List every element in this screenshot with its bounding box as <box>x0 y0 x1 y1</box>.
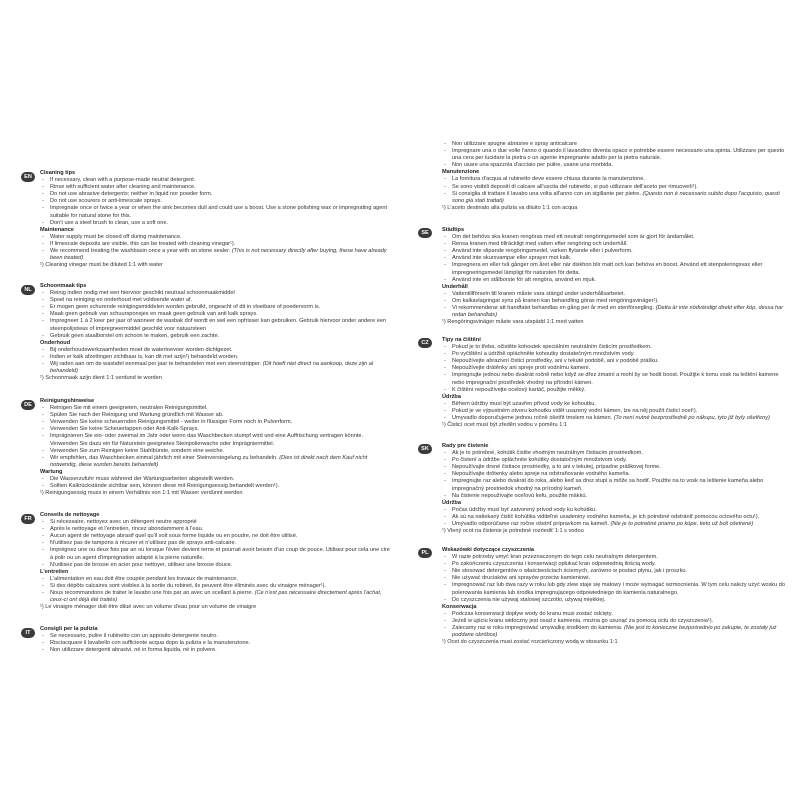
item-text: Er mogen geen schurende reinigingsmiddelen worden gebruikt, ongeacht of dit in vloeibare of poedervorm is. <box>50 304 321 311</box>
bullet-list <box>442 554 787 604</box>
list-item <box>40 177 390 184</box>
list-item <box>40 405 390 412</box>
item-text: Umývadlo odporúčame raz ročne ošetriť prípravkom na kameň. <box>452 521 609 528</box>
item-text: Imprégnez une ou deux fois par an ou lorsque l'évier devient terne et pourrait avoir besoin d'un coup de pouce. Utilisez pour cela une cire à polir ou un agent d'imprégnation adapté à la pierre naturelle. <box>50 547 390 561</box>
item-text: Do not use scourers or anti-limescale sprays. <box>50 198 162 205</box>
list-item <box>442 464 787 471</box>
list-item <box>40 191 390 198</box>
item-text: Impregneer 1 à 2 keer per jaar of wanneer de wasbak dof wordt en wel een opfrisser kan gebruiken. Gebruik hiervoor onder andere een steenpolijstwas of impregneermiddel geschikt voor natuursteen <box>50 318 387 332</box>
item-text: Verwenden Sie zum Reinigen keine Stahlbürste, sondern eine weiche. <box>50 447 225 454</box>
list-item <box>40 519 390 526</box>
item-text: Aucun agent de nettoyage abrasif quel qu'il soit sous forme liquide ou en poudre, ne doit être utilisé. <box>50 533 298 540</box>
item-text: Se sono visibili depositi di calcare all'uscita del rubinetto, si può utilizzare dell'aceto per rimuoverli¹). <box>452 183 698 190</box>
item-text: Wir empfehlen, das Waschbecken einmal jährlich mit einer Steinversiegelung zu behandeln. <box>50 454 278 461</box>
item-text: Rinse with sufficient water after cleaning and maintenance. <box>50 184 196 191</box>
section-body <box>442 337 787 429</box>
item-text: Do czyszczenia nie używaj stalowej szczotki, używaj miękkiej. <box>452 596 606 603</box>
list-item <box>442 521 787 528</box>
item-note: (To není nutné bezprostředně po nákupu, tyto již byly ošetřeny) <box>613 415 770 422</box>
list-item <box>442 291 787 298</box>
bullet-list <box>40 476 390 490</box>
bullet-list <box>442 141 787 169</box>
list-item <box>40 540 390 547</box>
item-text: If necessary, clean with a purpose-made neutral detergent. <box>50 177 196 184</box>
item-text: Die Wasserzufuhr muss während der Wartungsarbeiten abgestellt werden. <box>50 476 235 483</box>
maintenance-heading: Maintenance <box>40 226 74 233</box>
list-item <box>40 455 390 469</box>
list-item <box>442 277 787 284</box>
list-item <box>40 412 390 419</box>
bullet-list <box>442 450 787 500</box>
list-item <box>40 234 390 241</box>
item-text: Reinig indien nodig met een hiervoor geschikt neutraal schoonmaakmiddel <box>50 290 235 297</box>
list-item <box>40 354 390 361</box>
list-item <box>40 297 390 304</box>
item-text: Imprägnieren Sie ein- oder zweimal im Jahr oder wenn das Waschbecken stumpf wird und eine Auffrischung vertragen könnte. Verwenden Sie dazu ein für Naturstein geeignetes Steinpolierwachs oder Imprägniermittel. <box>50 433 364 447</box>
item-text: Om kalkavlagringar syns på kranen kan behandling göras med rengöringsvinäger¹). <box>452 297 659 304</box>
bullet-list <box>442 344 787 394</box>
footnote: ¹) L'aceto destinato alla pulizia va diluito 1:1 con acqua <box>442 204 578 211</box>
item-note: (Dies ist direkt nach dem Kauf nicht notwendig, diese wurden bereits behandelt) <box>50 454 368 468</box>
list-item <box>442 148 787 162</box>
item-text: Nepoužívejte abrazivní čisticí prostředky, ani v tekuté podobě, ani v podobě prášku. <box>452 358 659 365</box>
bullet-list <box>40 234 390 262</box>
list-item <box>40 590 390 604</box>
bullet-list <box>40 177 390 227</box>
item-note: (Detta är inte nödvändigt direkt efter köp, dessa har redan behandlats) <box>452 305 784 319</box>
list-item <box>442 262 787 276</box>
bullet-list <box>442 401 787 422</box>
item-note: (Questo non è necessario subito dopo l'acquisto, questi sono già stati trattati) <box>452 190 780 204</box>
footnote: ¹) Cleaning vinegar must be diluted 1:1 with water <box>40 262 163 269</box>
list-item <box>40 248 390 262</box>
section-body <box>40 512 390 611</box>
bullet-list <box>40 633 390 654</box>
list-item <box>40 426 390 433</box>
bullet-list <box>442 176 787 204</box>
item-text: Om det behövs ska kranen rengöras med ett neutralt rengöringsmedel som är gjort för ändamålet. <box>452 234 695 241</box>
section-body <box>442 141 787 212</box>
list-item <box>442 184 787 191</box>
list-item <box>442 401 787 408</box>
item-note: (This is not necessary directly after buying, these have already been treated) <box>50 248 387 262</box>
item-text: Po zakończeniu czyszczenia i konserwacji opłukać kran odpowiednią ilością wody. <box>452 561 656 568</box>
footnote: ¹) Rengöringsvinäger måste vara utspädd 1:1 med vatten <box>442 319 584 326</box>
maintenance-heading: Údržba <box>442 499 461 506</box>
item-text: Spülen Sie nach der Reinigung und Wartung gründlich mit Wasser ab. <box>50 412 224 419</box>
item-text: Après le nettoyage et l'entretien, rincez abondamment à l'eau. <box>50 526 204 533</box>
item-note: (Nie je to potrebné priamo po kúpe, tieto už boli ošetrené) <box>610 521 754 528</box>
item-text: Během údržby musí být uzavřen přívod vody ke kohoutku. <box>452 400 596 407</box>
bullet-list <box>40 576 390 604</box>
language-badge: EN <box>21 172 35 182</box>
item-text: La fornitura d'acqua al rubinetto deve essere chiusa durante la manutenzione. <box>452 176 645 183</box>
language-badge: PL <box>418 548 432 558</box>
item-text: If limescale deposits are visible, this can be treated with cleaning vinegar¹). <box>50 240 236 247</box>
bullet-list <box>442 507 787 528</box>
language-badge: CZ <box>418 338 432 348</box>
list-item <box>442 450 787 457</box>
item-note: (Nie jest to konieczne bezpośrednio po zakupie, te zostały już poddane obróbce) <box>452 625 777 639</box>
item-text: K čištění nepoužívejte ocelový kartáč, použijte měkký. <box>452 386 586 393</box>
item-text: Na čistenie nepoužívajte oceľovú kefu, použite mäkkú. <box>452 492 588 499</box>
item-text: Impregnujte raz alebo dvakrát do roka, alebo keď sa drez stupí a môže sa hodiť. Použite na to vosk na leštenie kameňa alebo impregnačný prostriedok vhodný na prírodný kameň. <box>452 478 764 492</box>
list-item <box>40 347 390 354</box>
section-body <box>442 227 787 326</box>
list-item <box>40 526 390 533</box>
list-item <box>40 547 390 561</box>
list-item <box>442 493 787 500</box>
list-item <box>442 415 787 422</box>
item-text: Se necessario, pulire il rubinetto con un apposito detergente neutro. <box>50 633 218 640</box>
item-text: Po vyčištění a údržbě opláchněte kohoutky dostatečným množstvím vody. <box>452 351 635 358</box>
list-item <box>442 575 787 582</box>
bullet-list <box>442 234 787 284</box>
item-text: Gebruik geen staalborstel om schoon te maken, gebruik een zachte. <box>50 332 220 339</box>
section-title: Tipy na čištění <box>442 337 481 343</box>
item-text: Maak geen gebruik van schuursponsjes en maak geen gebruik van anti kalk sprays. <box>50 311 258 318</box>
list-item <box>40 583 390 590</box>
item-text: Reinigen Sie mit einem geeigneten, neutralen Reinigungsmittel. <box>50 405 208 412</box>
section-title: Reinigungshinweise <box>40 398 95 404</box>
list-item <box>442 387 787 394</box>
item-text: Po čistení a údržbe opláchnite kohútiky dostatočným množstvom vody. <box>452 457 627 464</box>
footnote: ¹) Reinigungsessig muss in einem Verhältnis von 1:1 mit Wasser verdünnt werden <box>40 490 243 497</box>
footnote: ¹) Čisticí ocet musí být zředěn vodou v poměru 1:1 <box>442 422 567 429</box>
item-note: (Ce n'est pas nécessaire directement après l'achat, ceux-ci ont déjà été traités) <box>50 590 382 604</box>
item-text: Indien er kalk afzettingen zichtbaar is, kan dit met azijn¹) behandeld worden. <box>50 353 239 360</box>
section-body <box>40 398 390 497</box>
section-body <box>442 443 787 535</box>
item-text: Nepoužívajte drôtenky alebo spreje na odstraňovanie vodného kameňa. <box>452 471 631 478</box>
list-item <box>40 433 390 447</box>
item-text: Do not use abrasive detergents; neither in liquid nor powder form. <box>50 191 213 198</box>
list-item <box>442 176 787 183</box>
list-item <box>442 248 787 255</box>
section-body <box>40 170 390 269</box>
list-item <box>442 507 787 514</box>
list-item <box>442 561 787 568</box>
list-item <box>442 191 787 205</box>
item-note: (Dit hoeft niet direct na aankoop, deze zijn al behandeld) <box>50 361 374 375</box>
item-text: Använd inte slipande rengöringsmedel, varken flytande eller i pulverform. <box>452 248 633 255</box>
bullet-list <box>40 290 390 340</box>
list-item <box>40 448 390 455</box>
item-text: Spoel na reiniging en onderhoud met voldoende water af. <box>50 297 193 304</box>
section-title: Cleaning tips <box>40 170 76 176</box>
list-item <box>442 358 787 365</box>
item-text: Pokud je ve výpustném otvoru kohoutku vidět usazený vodní kámen, lze na něj použít čisticí ocet¹). <box>452 407 698 414</box>
section-title: Schoonmaak tips <box>40 283 87 289</box>
list-item <box>40 533 390 540</box>
maintenance-heading: Manutenzione <box>442 169 480 176</box>
bullet-list <box>442 611 787 639</box>
item-text: Umyvadlo doporučujeme jednou ročně ošetřit tmelem na kámen. <box>452 415 613 422</box>
item-text: Risciacquare il lavabello con sufficiente acqua dopo la pulizia e la manutenzione. <box>50 640 251 647</box>
item-text: Impregnujte jednou nebo dvakrát ročně nebo když se dřez zmatní a mohl by se hodit boost. Použijte k tomu vosk na leštění kamene nebo impregnační prostředek vhodný na přírodní kámen. <box>452 372 779 386</box>
bullet-list <box>442 291 787 319</box>
list-item <box>442 597 787 604</box>
item-text: Verwenden Sie keine scheuernden Reinigungsmittel - weder in flüssiger Form noch in Pulverform. <box>50 419 293 426</box>
item-text: We recommend treating the washbasin once a year with an stone sealer. <box>50 248 231 255</box>
item-text: Rensa kranen med tillräckligt med vatten efter rengöring och underhåll. <box>452 241 628 248</box>
list-item <box>442 514 787 521</box>
item-text: Impregnate once or twice a year or when the sink becomes dull and could use a boost. Use a stone polishing wax or impregnating agent suitable for natural stone for this. <box>50 205 388 219</box>
maintenance-heading: Konserwacja <box>442 603 477 610</box>
item-text: Počas údržby musí byť zatvorený prívod vody ku kohútiku. <box>452 506 597 513</box>
list-item <box>442 408 787 415</box>
list-item <box>442 625 787 639</box>
language-badge: DE <box>21 400 35 410</box>
maintenance-heading: Údržba <box>442 393 461 400</box>
footnote: ¹) Vlený ocot na čistenie je potrebné rozriediť 1:1 s vodou <box>442 528 584 535</box>
section-body <box>442 547 787 646</box>
item-text: Nie stosować detergentów o właściwościach ściernych, zarówno w postaci płynu, jak i proszku. <box>452 568 688 575</box>
item-text: Nepoužívejte drátěnky ani spreje proti vodnímu kameni. <box>452 365 591 372</box>
language-badge: NL <box>21 285 35 295</box>
list-item <box>442 554 787 561</box>
bullet-list <box>40 347 390 375</box>
list-item <box>442 618 787 625</box>
list-item <box>442 611 787 618</box>
maintenance-heading: Wartung <box>40 468 63 475</box>
footnote: ¹) Le vinaigre ménager doit être dilué avec un volume d'eau pour un volume de vinaigre <box>40 604 257 611</box>
item-text: Non usare una spazzola d'acciaio per pulire, usane una morbida. <box>452 162 613 169</box>
item-text: Bij onderhoudswerkzaamheden moet de watertoevoer worden dichtgezet. <box>50 346 233 353</box>
list-item <box>40 304 390 311</box>
item-text: Podczas konserwacji dopływ wody do kranu musi zostać odcięty. <box>452 610 613 617</box>
list-item <box>442 162 787 169</box>
item-text: Sollten Kalkrückstände sichtbar sein, können diese mit Reinigungsessig behandelt werden¹). <box>50 483 280 490</box>
maintenance-heading: L'entretien <box>40 568 69 575</box>
list-item <box>40 205 390 219</box>
item-text: Impregnera en eller två gånger om året eller när diskhon blir matt och kan behöva en boost. Använd ett stenpoleringsvax eller impregneringsmedel lämpligt för natursten för detta. <box>452 262 763 276</box>
list-item <box>442 365 787 372</box>
language-badge: IT <box>21 628 35 638</box>
section-title: Conseils de nettoyage <box>40 512 100 518</box>
item-text: Pokud je to třeba, očistěte kohoutek speciálním neutrálním čisticím prostředkem. <box>452 344 652 351</box>
item-text: Impregnować raz lub dwa razy w roku lub gdy zlew staje się matowy i może wymagać wzmocnienia. W tym celu należy użyć wosku do polerowania kamienia lub środka impregnującego odpowiedniego do kamienia naturalnego. <box>452 582 785 596</box>
list-item <box>442 478 787 492</box>
list-item <box>40 318 390 332</box>
section-title: Rady pre čistenie <box>442 443 489 449</box>
item-text: Ak sú na natiekaný čistič kohútika viditeľné usadeniny vodného kameňa, je ich potrebné odstrániť pomocou octového octu¹). <box>452 513 760 520</box>
list-item <box>40 333 390 340</box>
item-text: Non utilizzare spugne abrasive e spray anticalcare <box>452 141 577 147</box>
list-item <box>442 457 787 464</box>
item-text: Nepoužívajte drsné čistiace prostriedky, a to ani v tekutej, prípadne práškovej forme. <box>452 464 661 471</box>
section-title: Städtips <box>442 227 465 233</box>
list-item <box>40 476 390 483</box>
item-text: Si nécessaire, nettoyez avec un détergent neutre approprié <box>50 519 197 526</box>
list-item <box>40 640 390 647</box>
language-badge: SE <box>418 228 432 238</box>
section-title: Consigli per la pulizia <box>40 626 98 632</box>
bullet-list <box>40 405 390 469</box>
list-item <box>40 483 390 490</box>
item-text: Vattentillförseln till kranen måste vara stängd under underhållsarbetet. <box>452 290 626 297</box>
item-text: L'alimentation en eau doit être coupée pendant les travaux de maintenance. <box>50 575 238 582</box>
list-item <box>40 311 390 318</box>
list-item <box>442 582 787 596</box>
item-text: Si des dépôts calcaires sont visibles à la sortie du robinet, ils peuvent être éliminés avec du vinaigre ménager¹). <box>50 582 327 589</box>
item-text: Water supply must be closed off during maintenance. <box>50 233 182 240</box>
item-text: Jeżeli w ujściu kranu widoczny jest osad z kamienia, można go usunąć za pomocą octu do czyszczenia¹). <box>452 617 714 624</box>
list-item <box>442 344 787 351</box>
item-text: Använd inte en stålborste för att rengöra, använd en mjuk. <box>452 276 596 283</box>
list-item <box>442 305 787 319</box>
item-text: Vi rekommenderar att handfatet behandlas en gång per år med en stenförsegling. <box>452 305 655 312</box>
item-text: Verwenden Sie keine Scheuerlappen oder Anti-Kalk-Sprays. <box>50 426 199 433</box>
list-item <box>40 198 390 205</box>
item-text: Non utilizzare detergenti abrasivi, né in forma liquida, né in polvere. <box>50 647 217 654</box>
language-badge: FR <box>21 514 35 524</box>
list-item <box>40 184 390 191</box>
list-item <box>40 647 390 654</box>
item-text: Wij raden aan om de wastafel eenmaal per jaar te behandelen met een steenstripper. <box>50 361 262 368</box>
list-item <box>442 471 787 478</box>
item-text: Använd inte skursvampar eller sprayer mot kalk. <box>452 255 572 262</box>
list-item <box>40 241 390 248</box>
maintenance-heading: Onderhoud <box>40 339 71 346</box>
footnote: ¹) Schoonmaak azijn dient 1:1 verdund te worden <box>40 375 162 382</box>
section-body <box>40 283 390 382</box>
list-item <box>40 419 390 426</box>
bullet-list <box>40 519 390 569</box>
list-item <box>442 568 787 575</box>
item-text: N'utilisez pas de tampons à récurer et n'utilisez pas de sprays anti-calcaire. <box>50 540 237 547</box>
item-text: N'utilisez pas de brosse en acier pour nettoyer, utilisez une brosse douce. <box>50 561 233 568</box>
list-item <box>442 298 787 305</box>
item-text: Don't use a steel brush to clean, use a soft one. <box>50 219 168 226</box>
item-text: Si consiglia di trattare il lavabo una volta all'anno con un sigillante per pietre. <box>452 190 641 197</box>
item-text: Zalecamy raz w roku impregnować umywalkę środkiem do kamienia. <box>452 625 623 632</box>
list-item <box>442 372 787 386</box>
item-text: Nie używać druciaków ani sprayów przeciw kamieniowi. <box>452 575 591 582</box>
list-item <box>40 633 390 640</box>
list-item <box>442 351 787 358</box>
list-item <box>40 290 390 297</box>
item-text: Impregnare una o due volte l'anno o quando il lavandino diventa opaco e potrebbe essere necessario una spinta. Utilizzare per questo una cera per lucidare la pietra o un agente impregnante adatto per la pietra naturale. <box>452 148 785 162</box>
footnote: ¹) Ocet do czyszczenia musi zostać rozcieńczony wodą w stosunku 1:1 <box>442 639 618 646</box>
section-title: Wskazówki dotyczące czyszczenia <box>442 547 535 553</box>
language-badge: SK <box>418 444 432 454</box>
list-item <box>40 361 390 375</box>
maintenance-heading: Underhåll <box>442 283 468 290</box>
item-text: W razie potrzeby umyć kran przeznaczonym do tego celu neutralnym detergentem. <box>452 554 658 561</box>
list-item <box>40 220 390 227</box>
list-item <box>442 141 787 148</box>
list-item <box>442 241 787 248</box>
list-item <box>40 562 390 569</box>
list-item <box>40 576 390 583</box>
section-body <box>40 626 390 654</box>
item-text: Ak je to potrebné, kohútik čistite vhodným neutrálnym čistiacim prostriedkom. <box>452 450 643 457</box>
item-text: Nous recommandons de traiter le lavabo une fois par an avec un scellant à pierre. <box>50 590 254 597</box>
